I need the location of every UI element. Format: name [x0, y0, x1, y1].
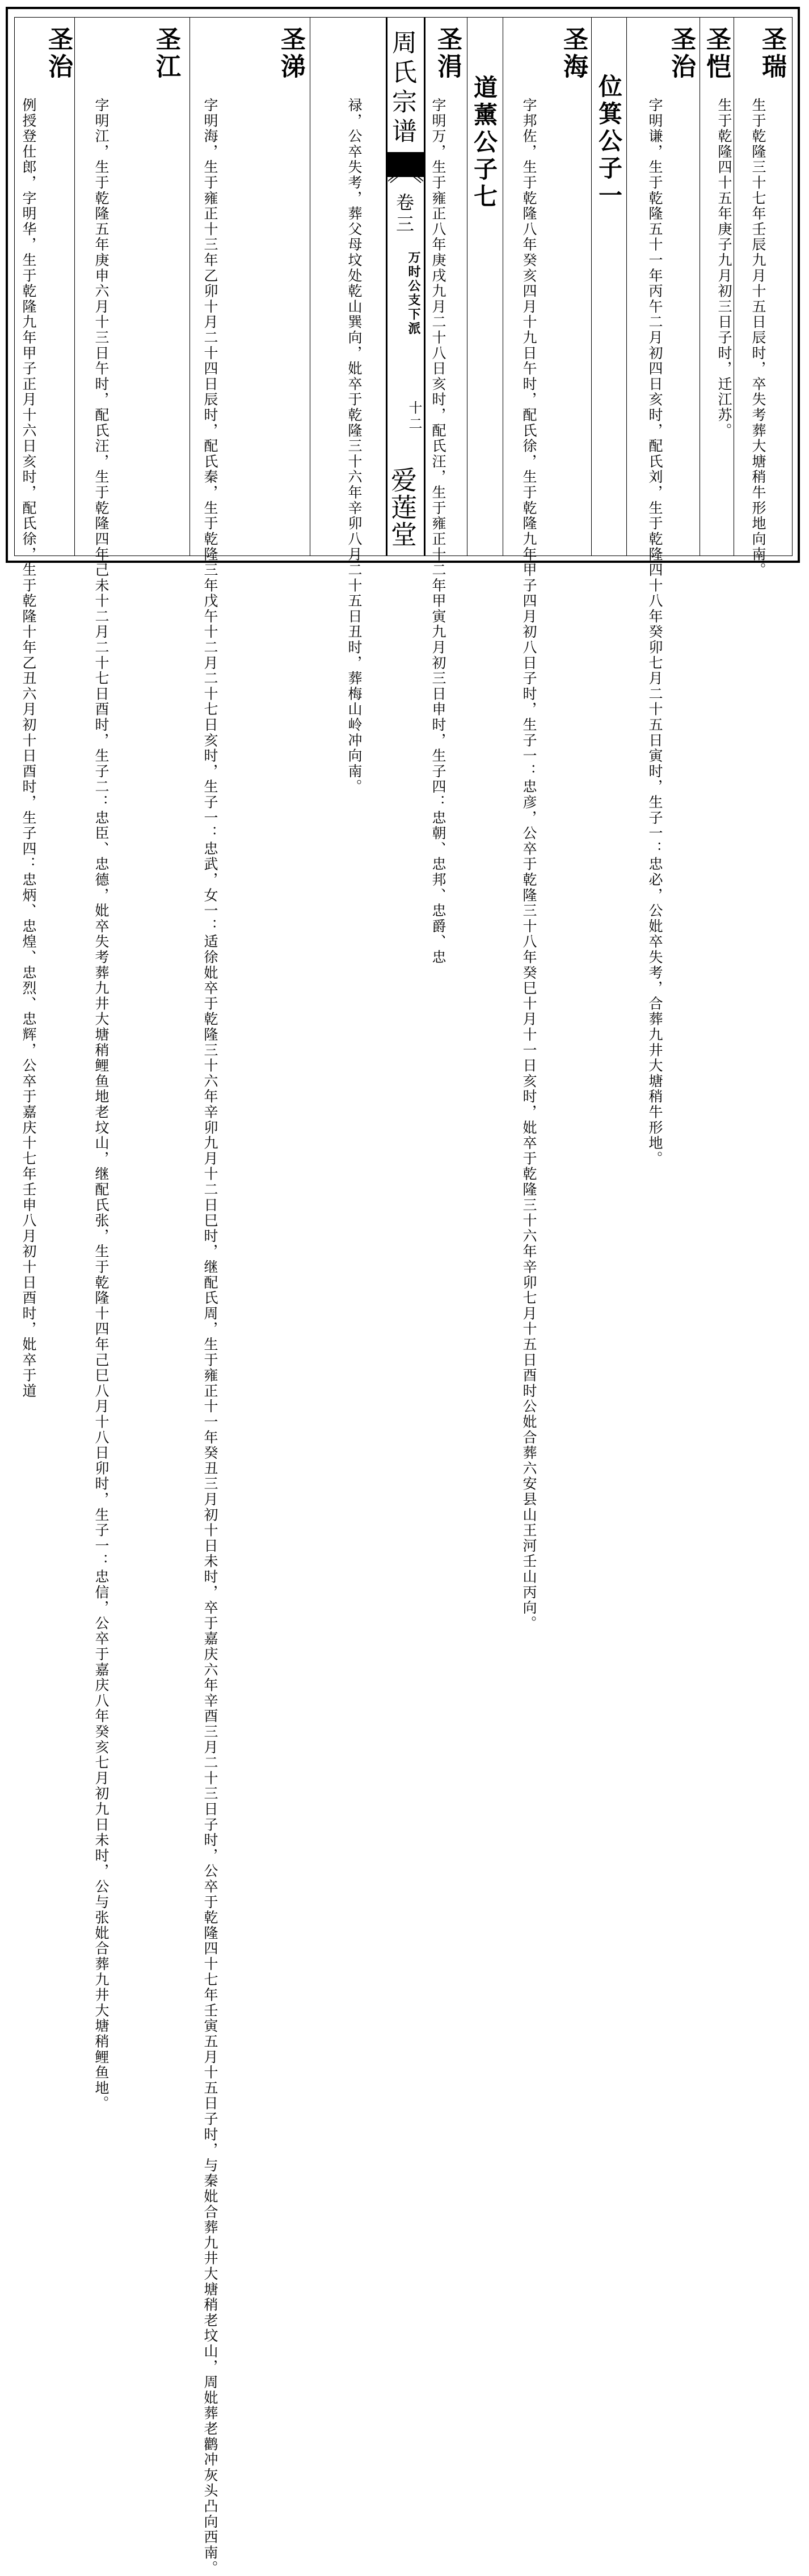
- entry-name: 圣瑞: [757, 26, 786, 81]
- entry-text: 字邦佐，生于乾隆八年癸亥四月十九日午时，配氏徐，生于乾隆九年甲子四月初八日子时，生子一：忠彦，公卒于乾隆三十八年癸巳十月十一日亥时，妣卒于乾隆三十六年辛卯七月十五日酉时公妣合葬六安县山王河壬山丙向。: [521, 98, 537, 1631]
- book-title: 周氏宗谱: [387, 30, 416, 148]
- entry-name: 圣治: [667, 26, 696, 81]
- entry-name: 圣海: [559, 26, 588, 81]
- entry-text: 字明江，生于乾隆五年庚申六月十三日午时，配氏汪，生于乾隆四年己未十二月二十七日酉时，生子二：忠臣、忠德，妣卒失考葬九井大塘稍鲤鱼地老坟山，继配氏张，生于乾隆十四年己巳八月十八日卯时，生子一：忠信，公卒于嘉庆八年癸亥七月初九日未时，公与张妣合葬九井大塘稍鲤鱼地。: [93, 98, 109, 2111]
- entry-name: 圣恺: [702, 26, 731, 81]
- entry-text: 字明谦，生于乾隆五十一年丙午二月初四日亥时，配氏刘，生于乾隆四十八年癸卯七月二十五日寅时，生子一：忠必，公妣卒失考，合葬九井大塘稍牛形地。: [647, 98, 663, 1167]
- column-divider: [189, 17, 190, 556]
- fishtail-ornament-icon: [386, 163, 425, 197]
- branch-label: 万时公支下派: [406, 251, 421, 336]
- section-heading: 道薰公子七: [470, 75, 498, 211]
- entry-text: 生于乾隆四十五年庚子九月初三日子时，迁江苏。: [716, 98, 732, 439]
- entry-name: 圣涕: [276, 26, 305, 81]
- entry-text: 生于乾隆三十七年壬辰九月十五日辰时，卒失考葬大塘稍牛形地向南。: [750, 98, 766, 578]
- center-border-right: [424, 17, 425, 556]
- column-divider: [74, 17, 75, 556]
- volume-label: 卷三: [393, 193, 415, 236]
- hall-name: 爱莲堂: [387, 466, 418, 548]
- column-divider: [591, 17, 592, 556]
- column-divider: [626, 17, 627, 556]
- entry-text: 例授登仕郎，字明华，生于乾隆九年甲子正月十六日亥时，配氏徐，生于乾隆十年乙丑六月初十日酉时，生子四：忠炳、忠煌、忠烈、忠辉，公卒于嘉庆十七年壬申八月初十日酉时，妣卒于道: [20, 98, 37, 1399]
- entry-text: 禄，公卒失考，葬父母坟处乾山巽向，妣卒于乾隆三十六年辛卯八月二十五日丑时，葬梅山岭冲向南。: [346, 98, 363, 795]
- entry-name: 圣涓: [433, 26, 462, 81]
- entry-name: 圣治: [44, 26, 73, 81]
- page-number: 十二: [406, 401, 422, 432]
- entry-text: 字明海，生于雍正十三年乙卯十月二十四日辰时，配氏秦，生于乾隆三年戊午十二月二十七日亥时，生子一：忠武，女一：适徐妣卒于乾隆三十六年辛卯九月十二日巳时，继配氏周，生于雍正十一年癸丑三月初十日未时，卒于嘉庆六年辛酉三月二十三日子时，公卒于乾隆四十七年壬寅五月十五日子时，与秦妣合葬九井大塘稍老坟山，周妣葬老鹳冲灰头凸向西南。: [202, 98, 218, 2576]
- section-heading: 位箕公子一: [595, 74, 623, 210]
- entry-name: 圣江: [151, 26, 180, 81]
- entry-text: 字明万，生于雍正八年庚戌九月二十八日亥时，配氏汪，生于雍正十二年甲寅九月初三日申时，生子四：忠朝、忠邦、忠爵、忠: [430, 98, 446, 965]
